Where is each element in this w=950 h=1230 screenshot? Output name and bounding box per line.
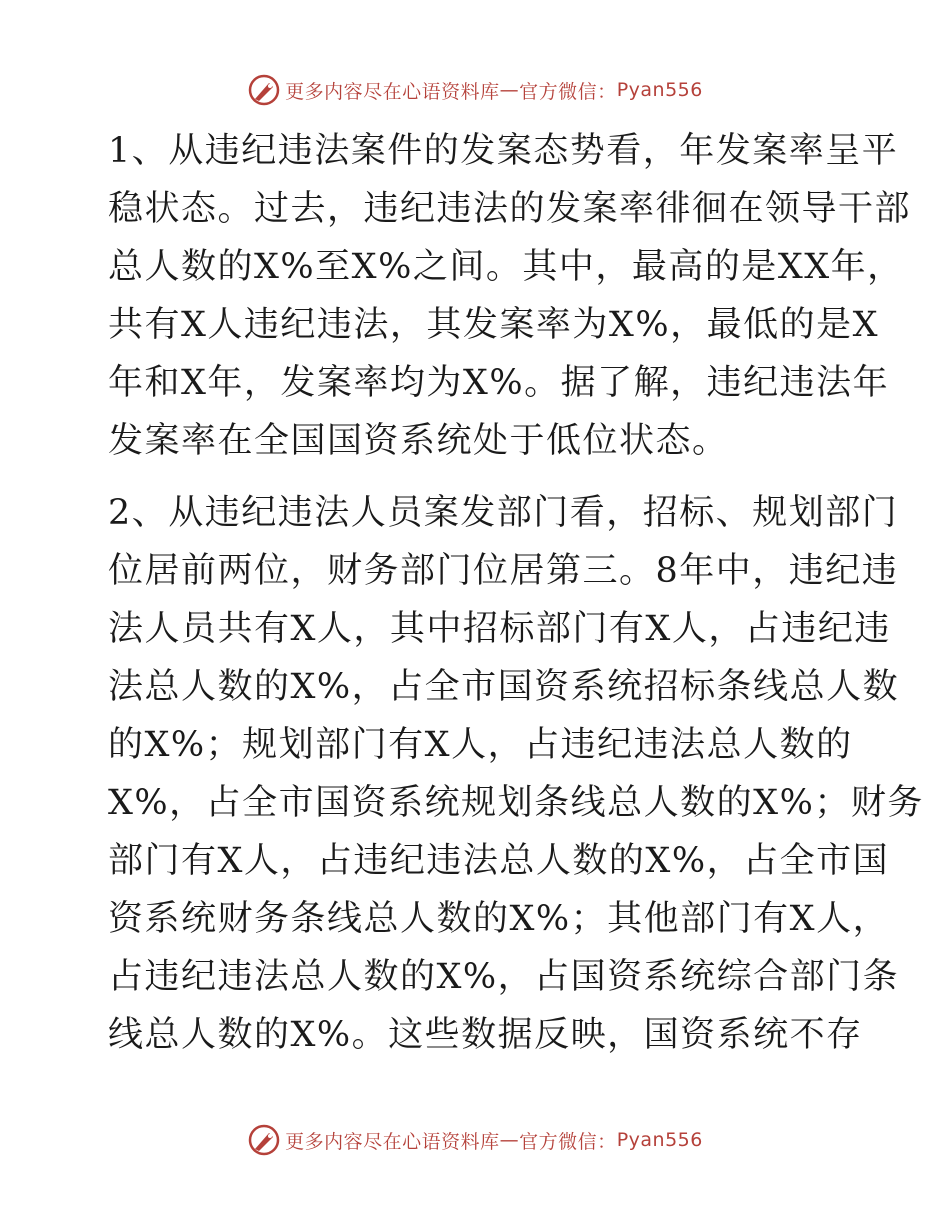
footer-watermark xyxy=(0,1120,950,1160)
text-line: X%，占全市国资系统规划条线总人数的X%；财务 xyxy=(108,783,924,823)
text-line: 年和X年，发案率均为X%。据了解，违纪违法年 xyxy=(108,363,890,403)
text-line: 位居前两位，财务部门位居第三。8年中，违纪违 xyxy=(108,551,899,591)
pen-nib-logo-icon xyxy=(247,73,281,107)
text-line: 资系统财务条线总人数的X%；其他部门有X人， xyxy=(108,899,890,939)
text-line: 1、从违纪违法案件的发案态势看，年发案率呈平 xyxy=(108,131,899,171)
text-line: 共有X人违纪违法，其发案率为X%，最低的是X xyxy=(108,305,880,345)
text-line: 法人员共有X人，其中招标部门有X人，占违纪违 xyxy=(108,609,891,649)
text-line: 法总人数的X%，占全市国资系统招标条线总人数 xyxy=(108,667,900,707)
text-line: 的X%；规划部门有X人，占违纪违法总人数的 xyxy=(108,725,853,765)
text-line: 发案率在全国国资系统处于低位状态。 xyxy=(108,421,729,461)
pen-nib-logo-icon xyxy=(247,1123,281,1157)
header-watermark xyxy=(0,70,950,110)
paragraph-1 xyxy=(98,122,912,470)
text-line: 部门有X人，占违纪违法总人数的X%，占全市国 xyxy=(108,841,890,881)
watermark-official-label: 官方微信： xyxy=(519,1130,617,1153)
watermark-wechat-id: Pyan556 xyxy=(616,79,703,101)
text-line: 总人数的X%至X%之间。其中，最高的是XX年， xyxy=(108,247,904,287)
watermark-dash: — xyxy=(499,79,520,101)
text-line: 占违纪违法总人数的X%，占国资系统综合部门条 xyxy=(108,957,900,997)
text-line: 2、从违纪违法人员案发部门看，招标、规划部门 xyxy=(108,493,899,533)
watermark-wechat-id: Pyan556 xyxy=(616,1129,703,1151)
text-line: 稳状态。过去，违纪违法的发案率徘徊在领导干部 xyxy=(108,189,912,229)
text-line: 线总人数的X%。这些数据反映，国资系统不存 xyxy=(108,1015,863,1055)
paragraph-2 xyxy=(98,484,924,1064)
watermark-text: 更多内容尽在心语资料库 xyxy=(285,1130,500,1153)
watermark-dash: — xyxy=(499,1129,520,1151)
watermark-text: 更多内容尽在心语资料库 xyxy=(285,80,500,103)
watermark-official-label: 官方微信： xyxy=(519,80,617,103)
